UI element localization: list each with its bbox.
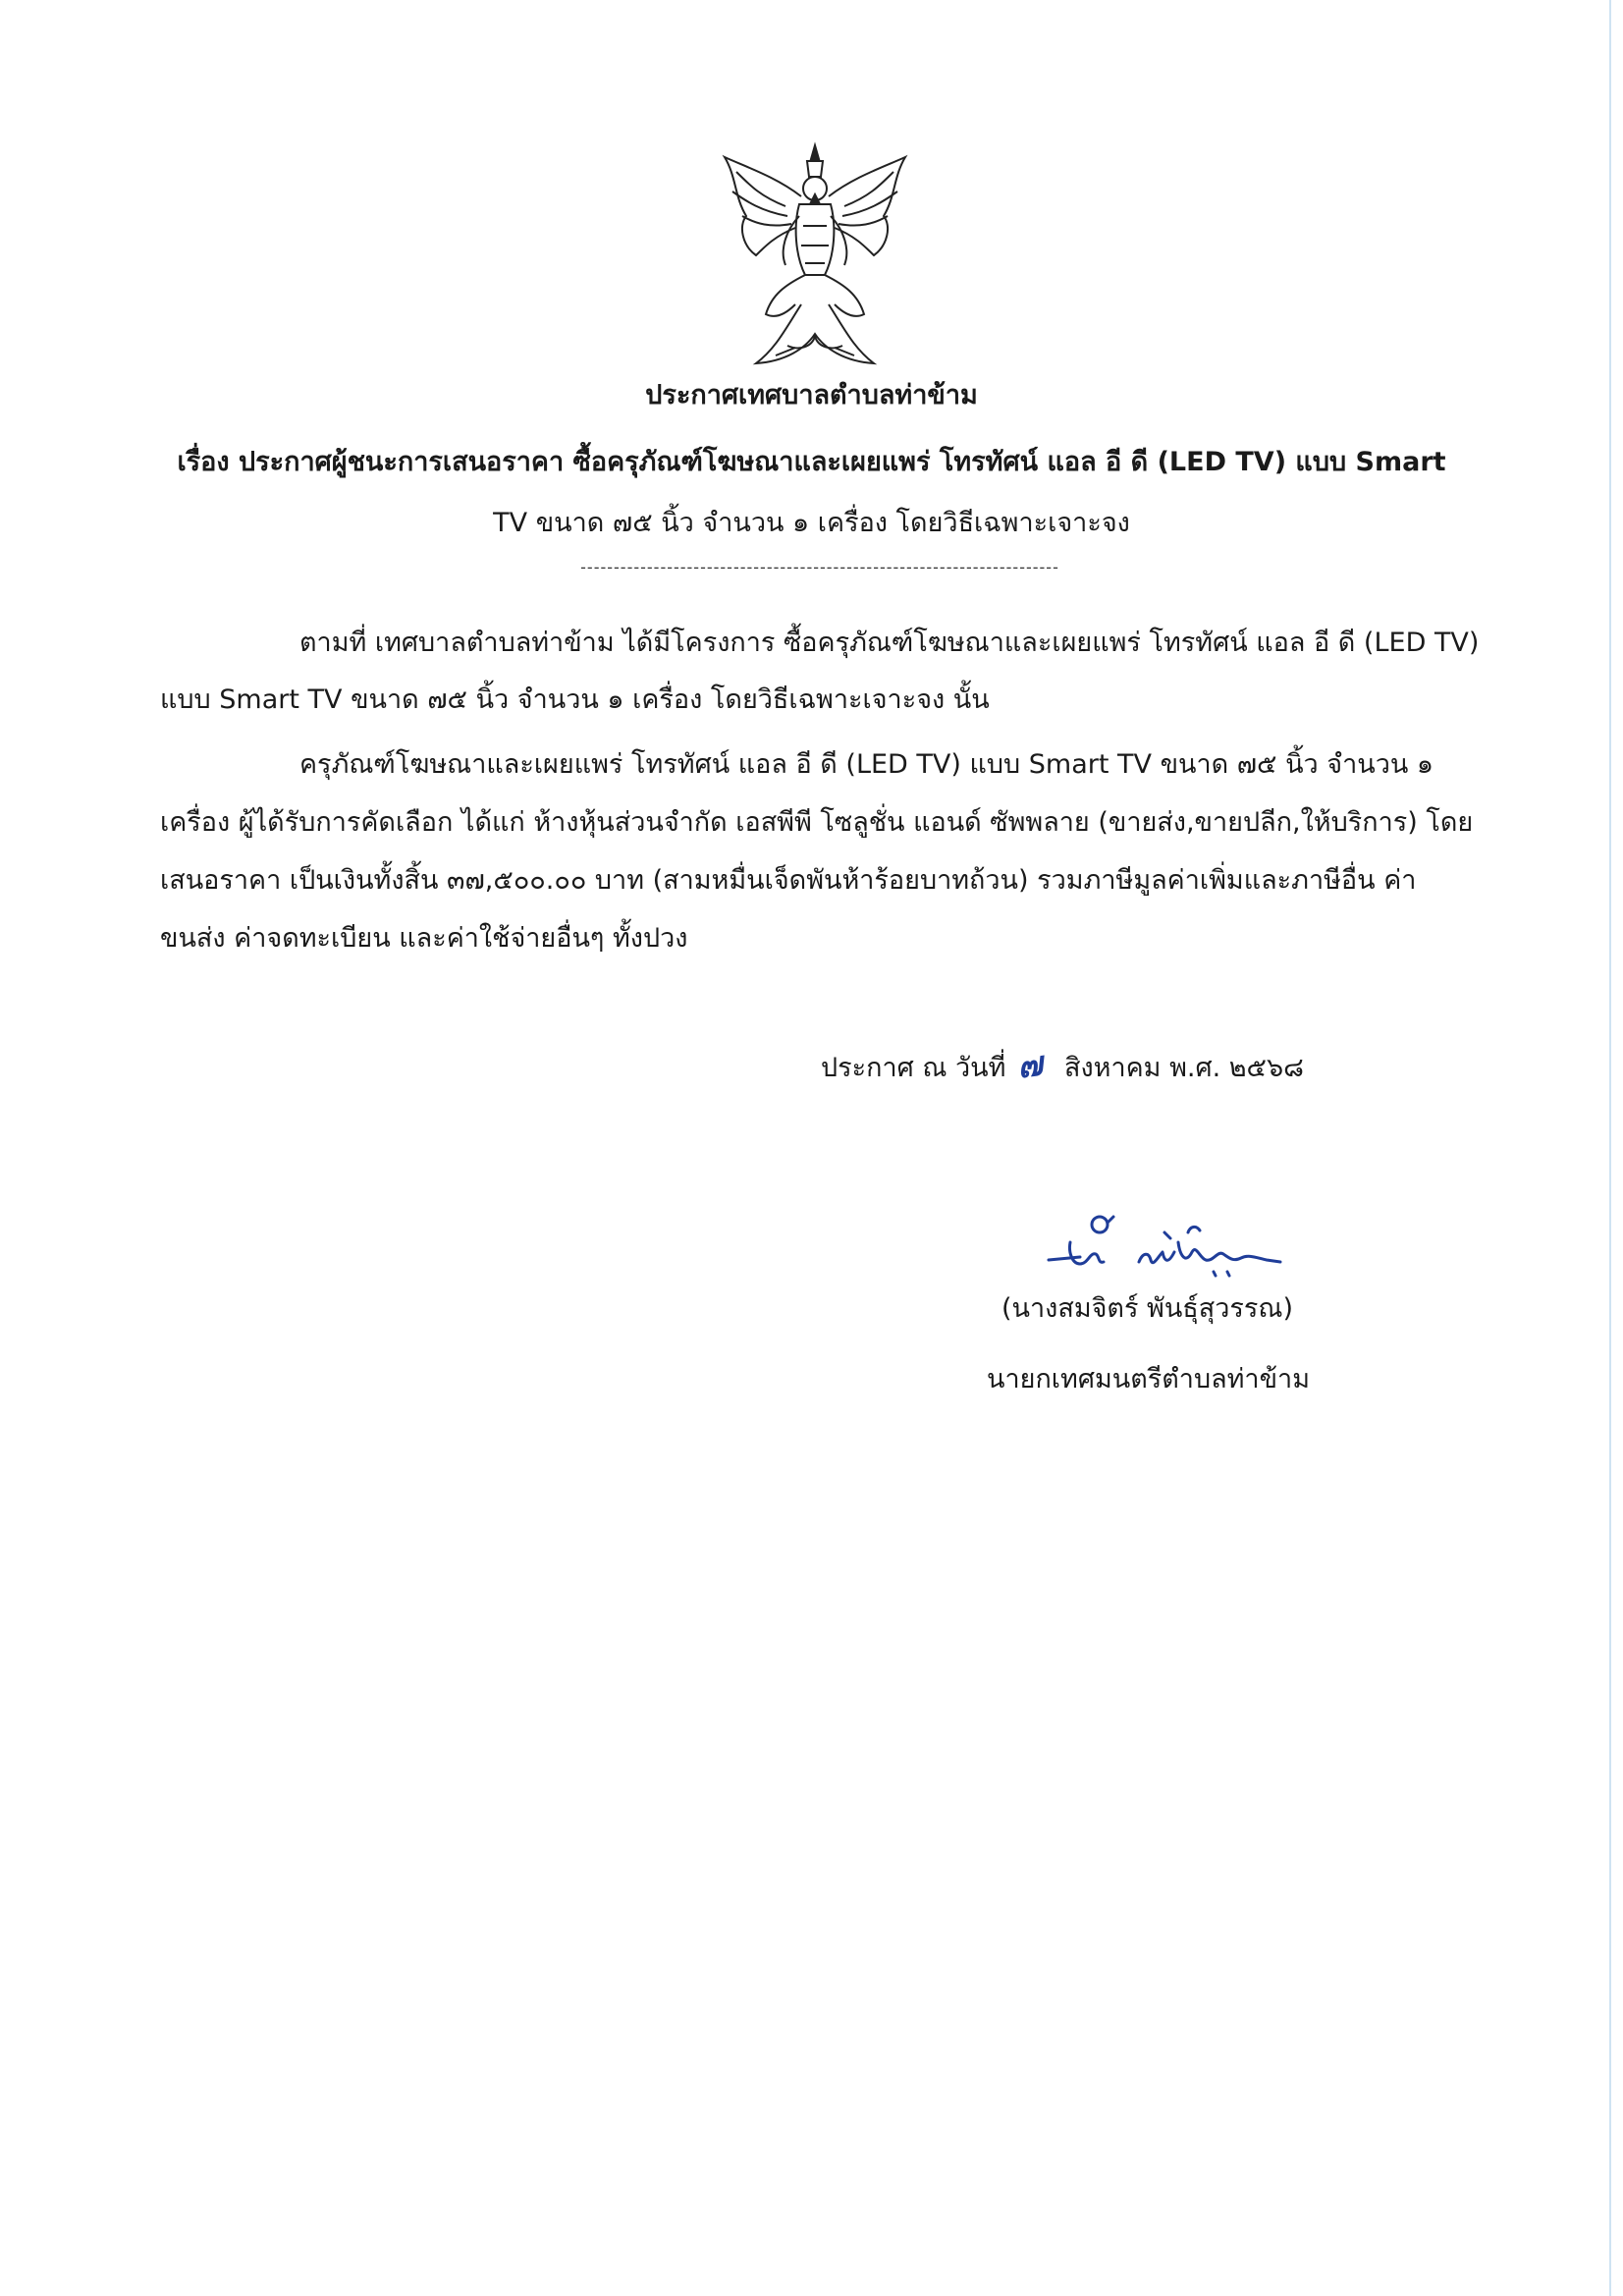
paragraph-1-line-2: แบบ Smart TV ขนาด ๗๕ นิ้ว จำนวน ๑ เครื่อง โดยวิธีเฉพาะเจาะจง นั้น [160,684,990,715]
signature-scribble [1041,1203,1296,1291]
garuda-emblem-icon [717,137,913,373]
agency-title: ประกาศเทศบาลตำบลท่าข้าม [645,380,978,410]
signatory-position: นายกเทศมนตรีตำบลท่าข้าม [987,1364,1310,1394]
paragraph-1-line-1: ตามที่ เทศบาลตำบลท่าข้าม ได้มีโครงการ ซื้อครุภัณฑ์โฆษณาและเผยแพร่ โทรทัศน์ แอล อี ดี (LED TV) [299,628,1480,658]
date-suffix: สิงหาคม พ.ศ. ๒๕๖๘ [1064,1053,1304,1083]
paragraph-2-line-3: เสนอราคา เป็นเงินทั้งสิ้น ๓๗,๕๐๐.๐๐ บาท (สามหมื่นเจ็ดพันห้าร้อยบาทถ้วน) รวมภาษีมูลค่าเพิ่มและภาษีอื่น ค่า [160,865,1417,896]
subject-line-2: TV ขนาด ๗๕ นิ้ว จำนวน ๑ เครื่อง โดยวิธีเฉพาะเจาะจง [493,508,1130,538]
subject-line-1: เรื่อง ประกาศผู้ชนะการเสนอราคา ซื้อครุภัณฑ์โฆษณาและเผยแพร่ โทรทัศน์ แอล อี ดี (LED TV) แบบ Smart [177,447,1446,477]
page-edge [1609,0,1611,2296]
signatory-name: (นางสมจิตร์ พันธุ์สุวรรณ) [1001,1293,1294,1324]
paragraph-2-line-4: ขนส่ง ค่าจดทะเบียน และค่าใช้จ่ายอื่นๆ ทั้งปวง [160,923,688,954]
date-prefix: ประกาศ ณ วันที่ [821,1053,1006,1083]
paragraph-2-line-2: เครื่อง ผู้ได้รับการคัดเลือก ได้แก่ ห้างหุ้นส่วนจำกัด เอสพีพี โซลูชั่น แอนด์ ซัพพลาย (ขายส่ง,ขายปลีก,ให้บริการ) โดย [160,807,1474,838]
paragraph-2-line-1: ครุภัณฑ์โฆษณาและเผยแพร่ โทรทัศน์ แอล อี ดี (LED TV) แบบ Smart TV ขนาด ๗๕ นิ้ว จำนวน ๑ [299,749,1434,780]
date-day-handwritten: ๗ [1014,1044,1046,1087]
separator-line: ------------------------------------------------------------------------ [580,558,1059,576]
announcement-date [821,1038,1304,1091]
